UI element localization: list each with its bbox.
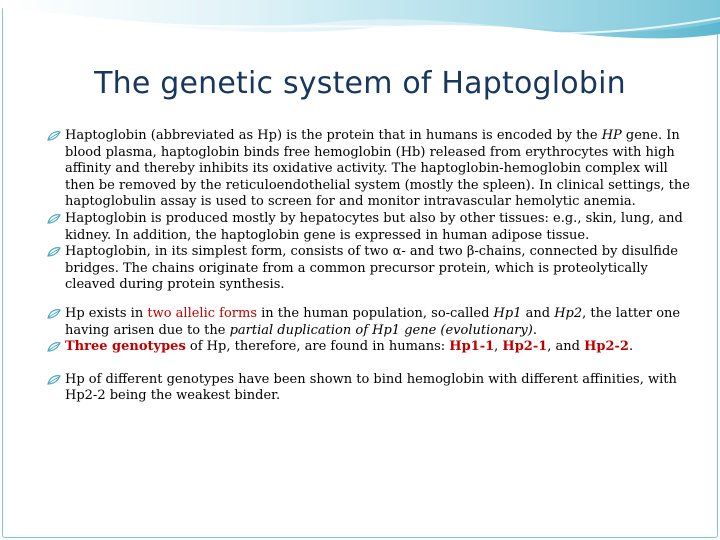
bullet-5-hp1-1: Hp1-1 xyxy=(449,339,495,355)
bullet-5-text-c: , and xyxy=(547,339,585,355)
bullet-item-6 xyxy=(47,372,697,405)
bullet-5-hp2-1: Hp2-1 xyxy=(502,339,548,355)
bullet-4-allelic-forms: two allelic forms xyxy=(147,305,257,321)
bullet-4-text-b: in the human population, so-called xyxy=(257,305,494,321)
bullet-4-text-e: . xyxy=(532,322,537,338)
bullet-4-text-d: , the latter one having arisen due to the xyxy=(65,305,681,338)
leaf-bullet-icon xyxy=(47,374,61,386)
leaf-bullet-icon xyxy=(47,246,61,258)
bullet-5-text-a: of Hp, therefore, are found in humans: xyxy=(185,339,450,355)
bullet-1-text-b: gene. In blood plasma, haptoglobin binds free hemoglobin (Hb) released from erythrocytes with high affinity and thereby inhibits its oxidative activity. The haptoglobin-hemoglobin complex will then be removed by the reticuloendothelial system (mostly the spleen). In clinical settings, the haptoglobulin assay is used to screen for and monitor intravascular hemolytic anemia. xyxy=(65,128,690,210)
bullet-item-4 xyxy=(47,306,697,339)
bullet-5-text-b: , xyxy=(494,339,503,355)
bullet-4-text-a: Hp exists in xyxy=(65,305,148,321)
bullet-4-duplication-note: partial duplication of Hp1 gene (evolutionary) xyxy=(229,322,533,338)
bullet-4-text-c: and xyxy=(521,305,555,321)
bullet-item-3 xyxy=(47,244,697,294)
bullet-5-text-d: . xyxy=(628,339,634,355)
bullet-2-text: Haptoglobin is produced mostly by hepatocytes but also by other tissues: e.g., skin, lung, and kidney. In addition, the haptoglobin gene is expressed in human adipose tissue. xyxy=(65,210,683,243)
decorative-wave-band xyxy=(0,0,720,58)
bullet-3-text: Haptoglobin, in its simplest form, consists of two α- and two β-chains, connected by disulfide bridges. The chains originate from a common precursor protein, which is proteolytically cleaved during protein synthesis. xyxy=(65,244,678,293)
bullet-4-hp1: Hp1 xyxy=(493,305,522,321)
slide-title: The genetic system of Haptoglobin xyxy=(94,66,626,101)
bullet-5-hp2-2: Hp2-2 xyxy=(584,339,629,355)
bullet-item-1 xyxy=(47,128,697,211)
bullet-item-5 xyxy=(47,339,697,356)
bullet-list xyxy=(47,128,697,405)
leaf-bullet-icon xyxy=(47,308,61,320)
leaf-bullet-icon xyxy=(47,130,61,142)
bullet-1-gene-name: HP xyxy=(601,128,622,143)
leaf-bullet-icon xyxy=(47,341,61,353)
leaf-bullet-icon xyxy=(47,213,61,225)
bullet-item-2 xyxy=(47,211,697,244)
bullet-1-text-a: Haptoglobin (abbreviated as Hp) is the protein that in humans is encoded by the xyxy=(65,128,602,143)
bullet-4-hp2: Hp2 xyxy=(554,305,583,321)
bullet-6-text: Hp of different genotypes have been shown to bind hemoglobin with different affinities, with Hp2-2 being the weakest binder. xyxy=(65,371,677,404)
bullet-5-three-genotypes: Three genotypes xyxy=(65,339,186,355)
